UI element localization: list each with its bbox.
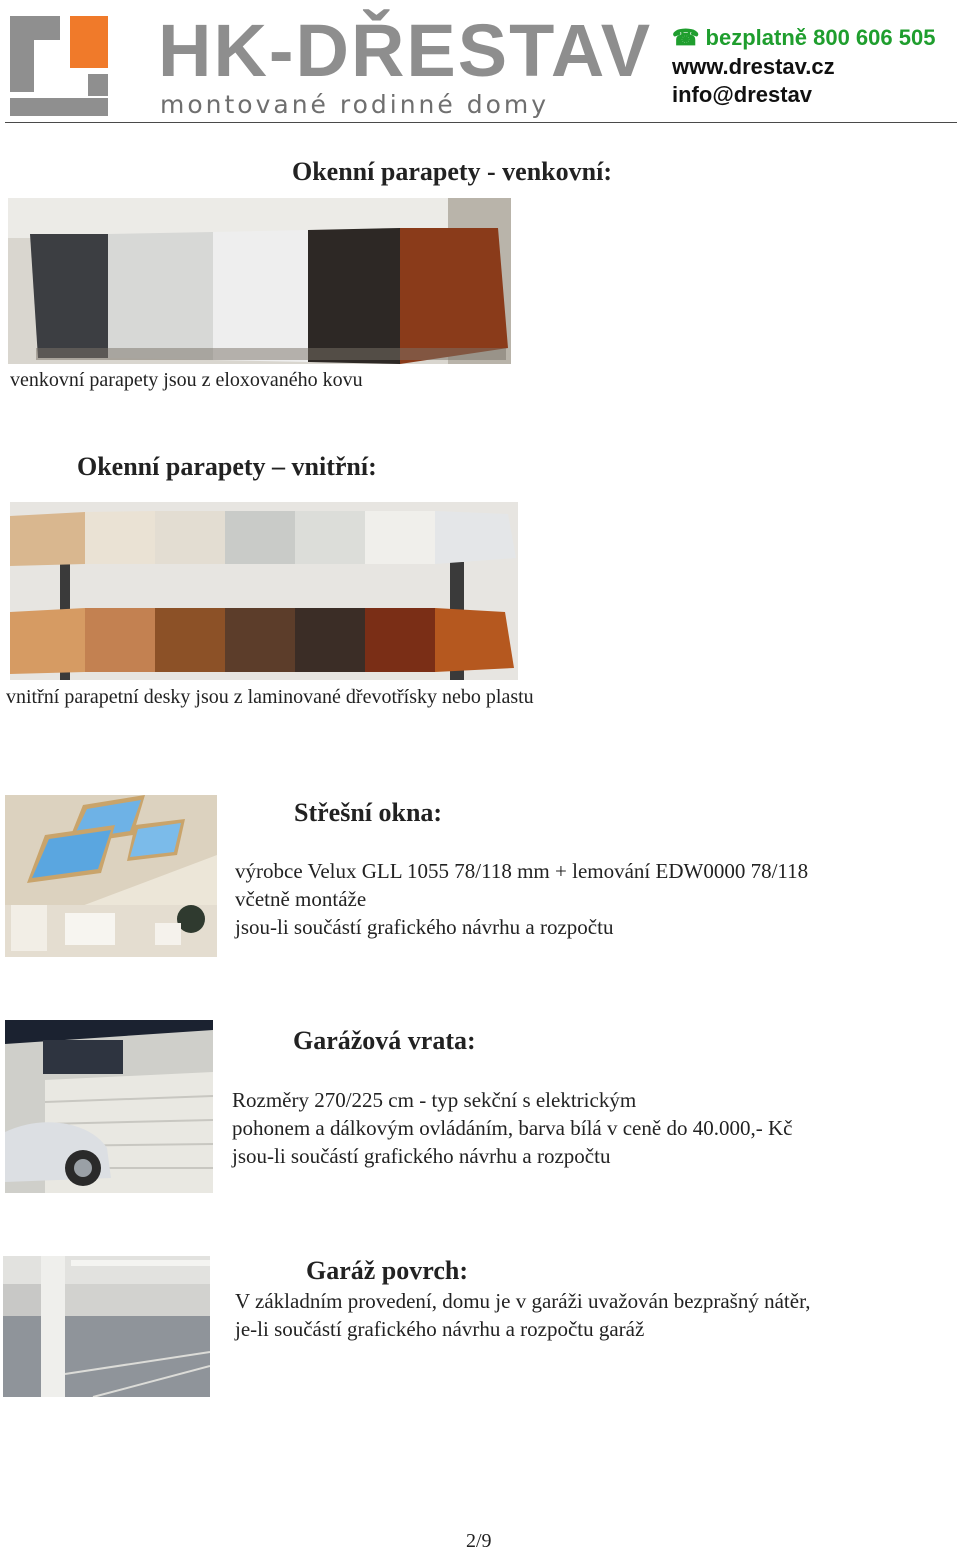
section-title-indoor-sills: Okenní parapety – vnitřní:: [77, 452, 377, 481]
garage-floor-photo: [3, 1256, 210, 1397]
header-divider: [5, 122, 957, 123]
garage-floor-text: [235, 1287, 810, 1343]
section-title-outdoor-sills: Okenní parapety - venkovní:: [292, 157, 612, 186]
garage-door-line-1: Rozměry 270/225 cm - typ sekční s elektrickým: [232, 1088, 637, 1112]
phone-line: [672, 27, 935, 49]
indoor-sills-caption: vnitřní parapetní desky jsou z laminované dřevotřísky nebo plastu: [6, 686, 534, 708]
garage-door-line-2: pohonem a dálkovým ovládáním, barva bílá v ceně do 40.000,- Kč: [232, 1116, 793, 1140]
roof-windows-line-2: včetně montáže: [235, 887, 367, 911]
garage-door-text: [232, 1086, 792, 1170]
section-title-garage-floor: Garáž povrch:: [306, 1256, 468, 1285]
web-address: www.drestav.cz: [672, 54, 835, 79]
company-logo: [10, 16, 108, 116]
garage-floor-line-1: V základním provedení, domu je v garáži uvažován bezprašný nátěr,: [235, 1289, 811, 1313]
garage-door-line-3: jsou-li součástí grafického návrhu a rozpočtu: [232, 1144, 611, 1168]
email-address: info@drestav: [672, 82, 813, 107]
roof-windows-photo: [5, 795, 217, 957]
section-title-garage-door: Garážová vrata:: [293, 1026, 476, 1055]
brand-name: HK-DŘESTAV: [158, 9, 653, 92]
logo-mark-icon: [10, 16, 108, 116]
indoor-sills-photo: [10, 502, 518, 680]
section-title-roof-windows: Střešní okna:: [294, 798, 443, 827]
roof-windows-line-3: jsou-li součástí grafického návrhu a rozpočtu: [235, 915, 614, 939]
outdoor-sills-photo: [8, 198, 511, 364]
page-number: 2/9: [466, 1530, 492, 1552]
roof-windows-line-1: výrobce Velux GLL 1055 78/118 mm + lemování EDW0000 78/118: [235, 859, 809, 883]
phone-icon: ☎: [672, 25, 700, 50]
garage-door-photo: [5, 1020, 213, 1193]
roof-windows-text: [235, 857, 808, 941]
garage-floor-line-2: je-li součástí grafického návrhu a rozpočtu garáž: [235, 1317, 645, 1341]
phone-number: bezplatně 800 606 505: [705, 25, 936, 50]
outdoor-sills-caption: venkovní parapety jsou z eloxovaného kovu: [10, 369, 363, 391]
brand-tagline: montované rodinné domy: [160, 90, 550, 119]
